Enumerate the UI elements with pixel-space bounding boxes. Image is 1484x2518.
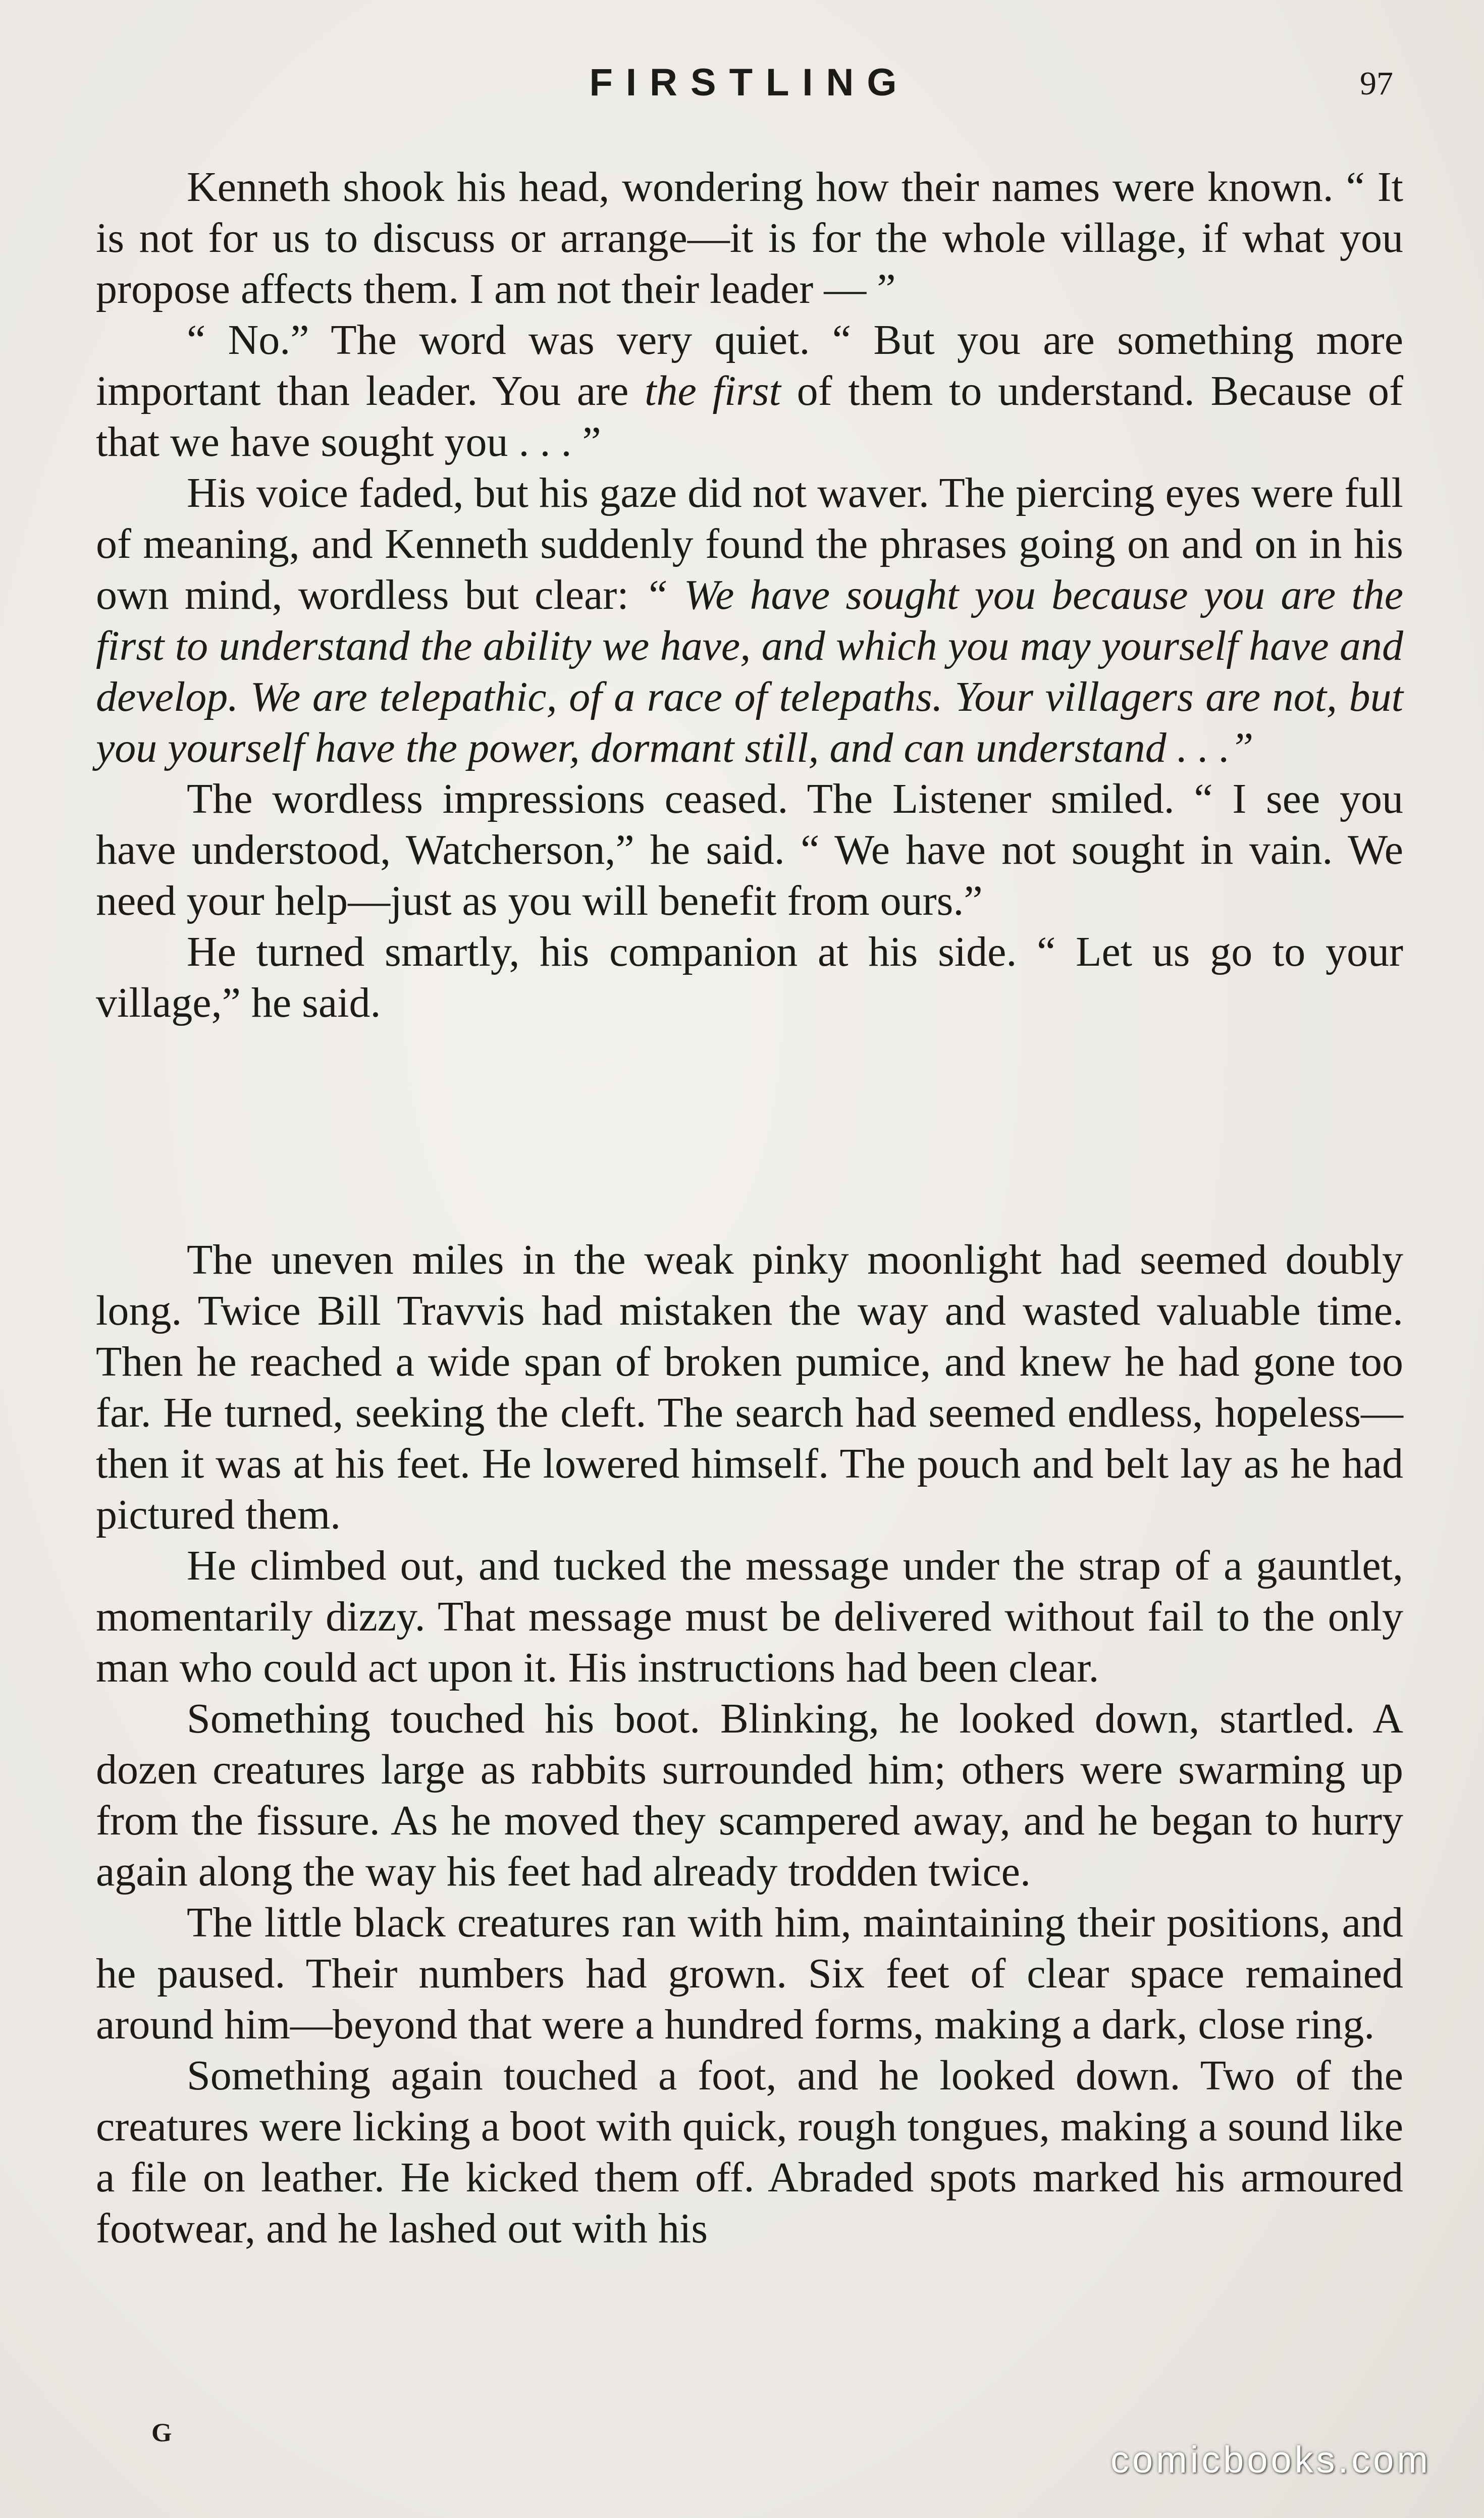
- paragraph-text: The little black creatures ran with him, maintaining their positions, and he paused. Their numbers had grown. Six feet of clear space remained around him—beyond that were a hundred forms, making a dark, close ring.: [96, 1899, 1403, 2048]
- italic-text: the first: [645, 368, 781, 414]
- section-dialogue: [96, 162, 1403, 1028]
- running-title: FIRSTLING: [589, 61, 910, 104]
- paragraph-text: The uneven miles in the weak pinky moonlight had seemed doubly long. Twice Bill Travvis had mistaken the way and wasted valuable time. Then he reached a wide span of broken pumice, and knew he had gone too far. He turned, seeking the cleft. The search had seemed endless, hopeless—then it was at his feet. He lowered himself. The pouch and belt lay as he had pictured them.: [96, 1236, 1403, 1538]
- paragraph: [96, 162, 1403, 314]
- paragraph-text: His voice faded, but his gaze did not waver. The piercing eyes were full of meaning, and Kenneth suddenly found the phrases going on and on in his own mind, wordless but clear:: [96, 469, 1403, 618]
- printer-signature-mark: G: [151, 2419, 172, 2447]
- paragraph: [96, 1234, 1403, 1540]
- section-travvis: [96, 1234, 1403, 2254]
- page-number: 97: [1360, 65, 1393, 102]
- paragraph-text: “ No.” The word was very quiet. “ But you are something more important than leader. You are: [96, 317, 1403, 414]
- paragraph-text: He turned smartly, his companion at his side. “ Let us go to your village,” he said.: [96, 928, 1403, 1026]
- paragraph-text: The wordless impressions ceased. The Listener smiled. “ I see you have understood, Watcherson,” he said. “ We have not sought in vain. We need your help—just as you will benefit from ours.”: [96, 775, 1403, 924]
- paragraph-text: Something again touched a foot, and he looked down. Two of the creatures were licking a boot with quick, rough tongues, making a sound like a file on leather. He kicked them off. Abraded spots marked his armoured footwear, and he lashed out with his: [96, 2052, 1403, 2252]
- paragraph: [96, 773, 1403, 926]
- paragraph: [96, 1693, 1403, 1897]
- paragraph-text: Something touched his boot. Blinking, he looked down, startled. A dozen creatures large as rabbits surrounded him; others were swarming up from the fissure. As he moved they scampered away, and he began to hurry again along the way his feet had already trodden twice.: [96, 1695, 1403, 1895]
- paragraph-text: Kenneth shook his head, wondering how their names were known. “ It is not for us to discuss or arrange—it is for the whole village, if what you propose affects them. I am not their leader — ”: [96, 164, 1403, 312]
- paragraph: [96, 2050, 1403, 2254]
- paragraph: [96, 926, 1403, 1028]
- page-header: [96, 61, 1403, 116]
- italic-telepathic-text: “ We have sought you because you are the first to understand the ability we have, and which you may yourself have and develop. We are telepathic, of a race of telepaths. Your villagers are not, but you yourself have the power, dormant still, and can understand . . .”: [96, 571, 1404, 771]
- paragraph: [96, 1897, 1403, 2050]
- paragraph: [96, 1540, 1403, 1693]
- paragraph-text: of them to understand. Because of that we have sought you . . . ”: [96, 368, 1404, 465]
- paragraph-text: He climbed out, and tucked the message under the strap of a gauntlet, momentarily dizzy. That message must be delivered without fail to the only man who could act upon it. His instructions had been clear.: [96, 1542, 1403, 1691]
- paragraph: [96, 467, 1403, 773]
- paragraph: [96, 314, 1403, 467]
- watermark: comicbooks.com: [1110, 2439, 1431, 2481]
